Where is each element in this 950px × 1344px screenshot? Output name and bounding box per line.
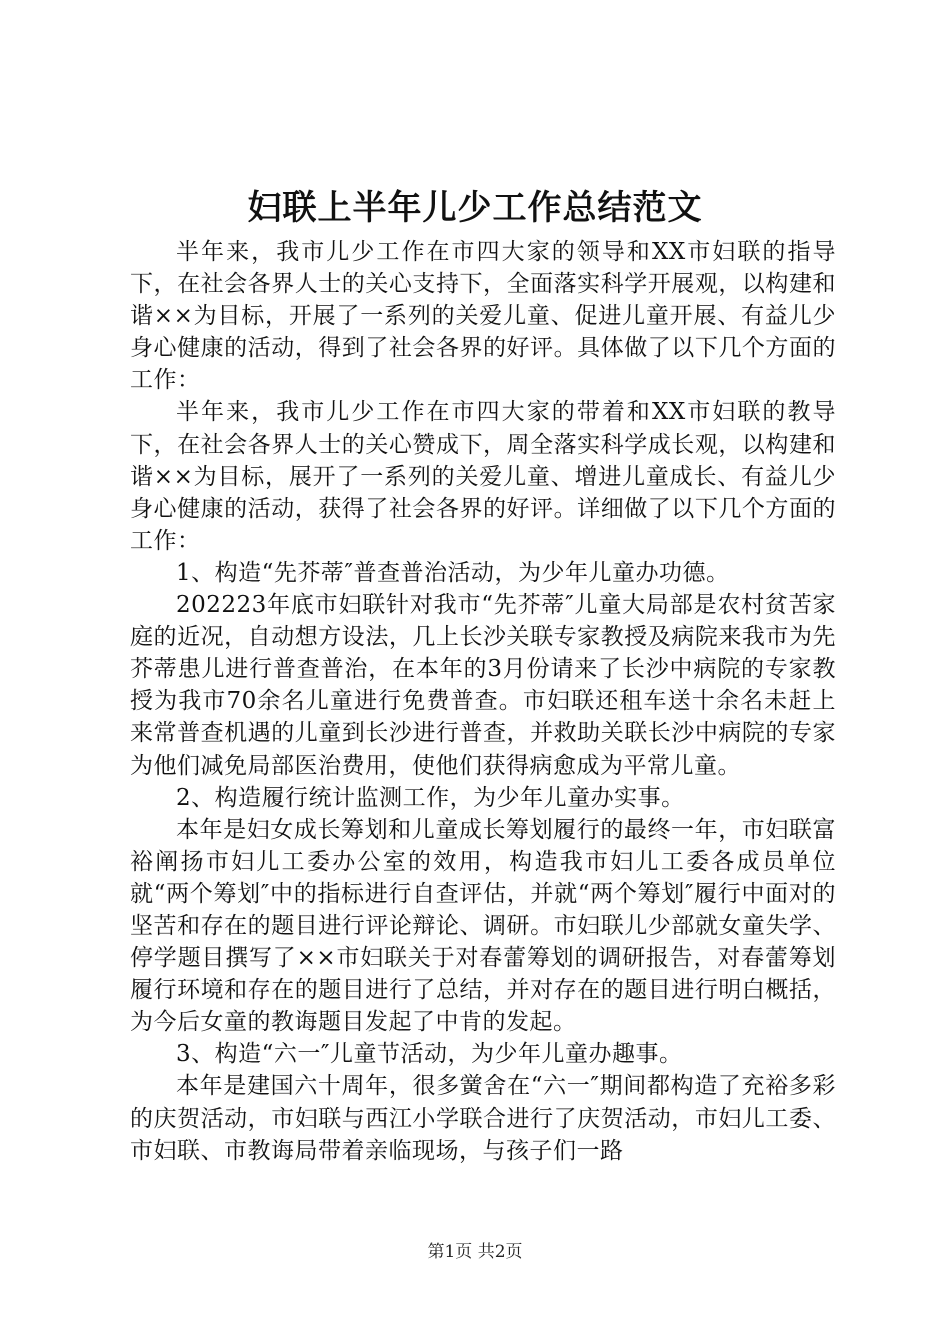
section-heading-3: 3、构造“六一″儿童节活动，为少年儿童办趣事。 [176, 1041, 683, 1068]
document-body [130, 236, 836, 1167]
paragraph-intro-variant: 半年来，我市儿少工作在市四大家的带着和XX市妇联的教导下，在社会各界人士的关心赞成下，周全落实科学成长观，以构建和谐××为目标，展开了一系列的关爱儿童、增进儿童成长、有益儿少身心健康的活动，获得了社会各界的好评。详细做了以下几个方面的工作： [130, 399, 836, 554]
section-heading-2: 2、构造履行统计监测工作，为少年儿童办实事。 [176, 784, 685, 811]
document-title: 妇联上半年儿少工作总结范文 [247, 188, 703, 228]
page-number-footer: 第1页 共2页 [427, 1242, 523, 1262]
paragraph-intro: 半年来，我市儿少工作在市四大家的领导和XX市妇联的指导下，在社会各界人士的关心支持下，全面落实科学开展观，以构建和谐××为目标，开展了一系列的关爱儿童、促进儿童开展、有益儿少身心健康的活动，得到了社会各界的好评。具体做了以下几个方面的工作： [130, 239, 836, 394]
section-heading-1: 1、构造“先芥蒂″普查普治活动，为少年儿童办功德。 [176, 559, 730, 586]
section-body-1: 202223年底市妇联针对我市“先芥蒂″儿童大局部是农村贫苦家庭的近况，自动想方设法，几上长沙关联专家教授及病院来我市为先芥蒂患儿进行普查普治，在本年的3月份请来了长沙中病院的专家教授为我市70余名儿童进行免费普查。市妇联还租车送十余名未赶上来常普查机遇的儿童到长沙进行普查，并救助关联长沙中病院的专家为他们减免局部医治费用，使他们获得病愈成为平常儿童。 [130, 592, 836, 779]
section-body-3: 本年是建国六十周年，很多黉舍在“六一″期间都构造了充裕多彩的庆贺活动，市妇联与西江小学联合进行了庆贺活动，市妇儿工委、市妇联、市教诲局带着亲临现场，与孩子们一路 [130, 1073, 836, 1164]
section-body-2: 本年是妇女成长筹划和儿童成长筹划履行的最终一年，市妇联富裕阐扬市妇儿工委办公室的效用，构造我市妇儿工委各成员单位就“两个筹划″中的指标进行自查评估，并就“两个筹划″履行中面对的坚苦和存在的题目进行评论辩论、调研。市妇联儿少部就女童失学、停学题目撰写了××市妇联关于对春蕾筹划的调研报告，对春蕾筹划履行环境和存在的题目进行了总结，并对存在的题目进行明白概括，为今后女童的教诲题目发起了中肯的发起。 [130, 816, 836, 1036]
